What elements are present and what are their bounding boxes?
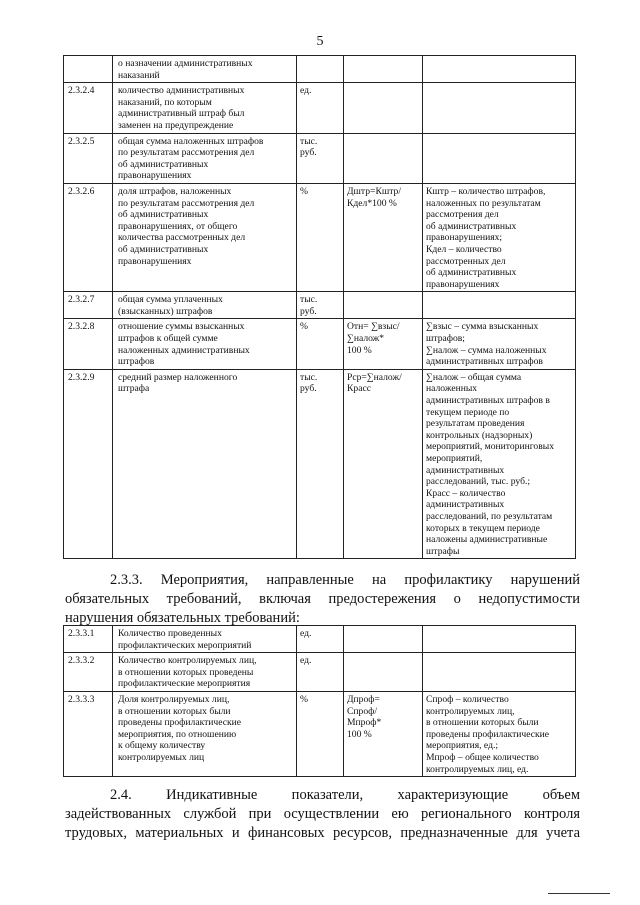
- indicator-name-line: Доля контролируемых лиц,: [118, 693, 230, 705]
- indicator-name-line: Количество проведенных: [118, 628, 222, 639]
- unit-of-measure-line: %: [300, 693, 308, 705]
- formula-description-line: Мпроф – общее количество: [426, 751, 539, 763]
- formula-description-cell: [423, 56, 576, 83]
- indicator-name-line: проведены профилактические: [118, 717, 242, 729]
- unit-of-measure-line: %: [300, 185, 308, 197]
- indicator-name-cell: [113, 626, 297, 653]
- indicator-name-cell: [113, 292, 297, 319]
- indicator-name-line: об административных: [118, 243, 209, 255]
- indicator-name-line: заменен на предупреждение: [118, 119, 234, 131]
- unit-of-measure-line: руб.: [300, 147, 317, 159]
- indicator-name-line: штрафа: [118, 383, 150, 395]
- formula-description-line: в отношении которых были: [426, 717, 539, 729]
- table-row: [64, 56, 576, 83]
- indicator-name-line: (взысканных) штрафов: [118, 305, 213, 317]
- unit-of-measure-line: руб.: [300, 305, 317, 317]
- calculation-formula-cell: [344, 626, 423, 653]
- formula-description-line: мероприятий,: [426, 453, 483, 464]
- formula-description-line: мероприятий, мониторинговых: [426, 441, 554, 453]
- indicator-name-line: наложенных административных: [118, 344, 250, 356]
- formula-description-line: расследований, по результатам: [426, 510, 553, 522]
- indicator-name-line: об административных: [118, 209, 209, 221]
- formula-description-line: мероприятия, ед.;: [426, 740, 499, 752]
- calculation-formula-cell: [344, 369, 423, 559]
- indicator-name-cell: [113, 133, 297, 183]
- unit-of-measure-cell: [297, 691, 344, 776]
- formula-description-line: административных: [426, 499, 505, 511]
- formula-description-line: правонарушениях: [426, 278, 500, 290]
- row-code: 2.3.2.5: [68, 135, 95, 147]
- table-row: [64, 183, 576, 291]
- formula-description-line: Кдел – количество: [426, 243, 502, 255]
- table-row: [64, 292, 576, 319]
- formula-description-line: контролируемых лиц, ед.: [426, 763, 529, 775]
- calculation-formula-cell: [344, 653, 423, 692]
- formula-description-line: административных штрафов в: [426, 395, 550, 407]
- formula-description-line: рассмотренных дел: [426, 255, 506, 267]
- unit-of-measure-cell: [297, 626, 344, 653]
- formula-description-cell: [423, 653, 576, 692]
- unit-of-measure-line: ед.: [300, 655, 312, 667]
- formula-description-line: наложенных по результатам: [426, 197, 541, 209]
- formula-description-cell: [423, 183, 576, 291]
- calculation-formula-cell: [344, 292, 423, 319]
- unit-of-measure-cell: [297, 653, 344, 692]
- formula-description-line: Красс – количество: [426, 487, 506, 499]
- unit-of-measure-line: ед.: [300, 628, 312, 639]
- indicator-name-line: общая сумма уплаченных: [118, 294, 223, 306]
- indicator-name-line: об административных: [118, 158, 209, 170]
- formula-description-cell: [423, 319, 576, 369]
- indicator-name-line: общая сумма наложенных штрафов: [118, 135, 264, 147]
- row-code-cell: [64, 83, 113, 133]
- calculation-formula-line: 100 %: [347, 344, 372, 356]
- row-code-cell: [64, 369, 113, 559]
- indicator-name-line: наказаний, по которым: [118, 96, 212, 108]
- paragraph-line: трудовых, материальных и финансовых ресурсов, предназначенные для учета: [65, 825, 580, 841]
- calculation-formula-cell: [344, 691, 423, 776]
- row-code: 2.3.2.4: [68, 85, 95, 97]
- formula-description-line: ∑налож – сумма наложенных: [426, 344, 547, 356]
- row-code-cell: [64, 653, 113, 692]
- indicator-name-line: о назначении административных: [118, 58, 253, 69]
- calculation-formula-line: ∑налож*: [347, 333, 385, 345]
- formula-description-line: контрольных (надзорных): [426, 429, 533, 441]
- indicator-name-cell: [113, 56, 297, 83]
- paragraph-line: задействованных службой при осуществлении ею регионального контроля: [65, 806, 580, 822]
- calculation-formula-cell: [344, 183, 423, 291]
- row-code: 2.3.2.8: [68, 321, 95, 333]
- formula-description-line: об административных: [426, 220, 517, 232]
- formula-description-line: расследований, тыс. руб.;: [426, 476, 531, 488]
- indicator-name-line: наказаний: [118, 69, 160, 81]
- calculation-formula-cell: [344, 319, 423, 369]
- formula-description-cell: [423, 292, 576, 319]
- formula-description-line: штрафов;: [426, 333, 465, 345]
- indicator-name-line: количество административных: [118, 85, 245, 97]
- indicator-name-line: отношение суммы взысканных: [118, 321, 245, 333]
- calculation-formula-line: Спроф/: [347, 705, 378, 717]
- calculation-formula-line: Дпроф=: [347, 693, 380, 705]
- calculation-formula-line: Мпроф*: [347, 717, 382, 729]
- paragraph-line: обязательных требований, включая предостережения о недопустимости: [65, 591, 580, 607]
- formula-description-line: об административных: [426, 267, 517, 279]
- indicator-name-cell: [113, 369, 297, 559]
- formula-description-line: которых в текущем периоде: [426, 522, 540, 534]
- formula-description-line: правонарушениях;: [426, 232, 503, 244]
- indicator-name-line: штрафов к общей сумме: [118, 333, 218, 345]
- row-code-cell: [64, 133, 113, 183]
- formula-description-line: административных штрафов: [426, 356, 543, 368]
- row-code-cell: [64, 319, 113, 369]
- unit-of-measure-cell: [297, 292, 344, 319]
- indicator-name-cell: [113, 183, 297, 291]
- indicator-name-line: контролируемых лиц: [118, 751, 205, 763]
- row-code: 2.3.2.6: [68, 185, 95, 197]
- formula-description-cell: [423, 626, 576, 653]
- formula-description-line: штрафы: [426, 545, 460, 557]
- table-row: [64, 626, 576, 653]
- unit-of-measure-cell: [297, 319, 344, 369]
- calculation-formula-line: 100 %: [347, 728, 372, 740]
- row-code-cell: [64, 56, 113, 83]
- indicator-name-cell: [113, 653, 297, 692]
- indicator-name-line: к общему количеству: [118, 740, 206, 752]
- formula-description-line: Спроф – количество: [426, 693, 509, 705]
- paragraph-line: 2.3.3. Мероприятия, направленные на профилактику нарушений: [110, 572, 580, 588]
- indicator-name-line: средний размер наложенного: [118, 371, 238, 383]
- indicator-name-cell: [113, 319, 297, 369]
- calculation-formula-line: Красс: [347, 383, 371, 395]
- indicator-name-line: штрафов: [118, 356, 155, 368]
- row-code: 2.3.3.3: [68, 693, 95, 705]
- formula-description-line: проведены профилактические: [426, 728, 550, 740]
- formula-description-cell: [423, 691, 576, 776]
- unit-of-measure-cell: [297, 133, 344, 183]
- indicator-name-cell: [113, 83, 297, 133]
- indicator-name-line: по результатам рассмотрения дел: [118, 147, 255, 159]
- formula-description-line: наложенных: [426, 383, 478, 395]
- paragraph-line: 2.4. Индикативные показатели, характеризующие объем: [110, 787, 580, 803]
- table-row: [64, 133, 576, 183]
- row-code: 2.3.3.1: [68, 628, 95, 639]
- indicator-name-line: Количество контролируемых лиц,: [118, 655, 257, 667]
- calculation-formula-line: Дштр=Кштр/: [347, 185, 402, 197]
- table-row: [64, 83, 576, 133]
- indicator-name-line: по результатам рассмотрения дел: [118, 197, 255, 209]
- formula-description-line: административных: [426, 464, 505, 476]
- row-code-cell: [64, 183, 113, 291]
- indicator-name-line: мероприятия, по отношению: [118, 728, 237, 740]
- page-number: 5: [316, 34, 324, 49]
- unit-of-measure-cell: [297, 369, 344, 559]
- calculation-formula-line: Отн= ∑взыс/: [347, 321, 400, 333]
- unit-of-measure-line: %: [300, 321, 308, 333]
- indicator-name-line: профилактические мероприятия: [118, 678, 251, 690]
- calculation-formula-cell: [344, 133, 423, 183]
- footer-rule: [548, 893, 610, 894]
- formula-description-line: ∑налож – общая сумма: [426, 371, 522, 383]
- section-2-4-paragraph: [65, 786, 580, 843]
- indicator-name-line: правонарушениях: [118, 255, 192, 267]
- indicator-name-cell: [113, 691, 297, 776]
- calculation-formula-line: Рср=∑налож/: [347, 371, 402, 383]
- unit-of-measure-cell: [297, 56, 344, 83]
- calculation-formula-line: Кдел*100 %: [347, 197, 397, 209]
- unit-of-measure-line: тыс.: [300, 294, 318, 306]
- row-code-cell: [64, 691, 113, 776]
- indicator-name-line: в отношении которых проведены: [118, 666, 254, 678]
- row-code: 2.3.3.2: [68, 655, 95, 667]
- calculation-formula-cell: [344, 83, 423, 133]
- row-code: 2.3.2.7: [68, 294, 95, 306]
- formula-description-line: контролируемых лиц,: [426, 705, 515, 717]
- unit-of-measure-line: тыс.: [300, 371, 318, 383]
- indicator-name-line: профилактических мероприятий: [118, 639, 252, 651]
- unit-of-measure-cell: [297, 183, 344, 291]
- unit-of-measure-cell: [297, 83, 344, 133]
- indicator-name-line: административный штраф был: [118, 108, 245, 120]
- calculation-formula-cell: [344, 56, 423, 83]
- indicator-name-line: количества рассмотренных дел: [118, 232, 246, 244]
- formula-description-line: ∑взыс – сумма взысканных: [426, 321, 539, 333]
- unit-of-measure-line: руб.: [300, 383, 317, 395]
- indicator-name-line: правонарушениях: [118, 170, 192, 182]
- paragraph-line: нарушения обязательных требований:: [65, 610, 300, 626]
- unit-of-measure-line: ед.: [300, 85, 312, 97]
- formula-description-cell: [423, 133, 576, 183]
- indicators-table-fines: [63, 55, 576, 559]
- indicator-name-line: доля штрафов, наложенных: [118, 185, 232, 197]
- row-code: 2.3.2.9: [68, 371, 95, 383]
- table-row: [64, 319, 576, 369]
- table-row: [64, 691, 576, 776]
- indicators-table-prevention: [63, 625, 576, 777]
- section-2-3-3-paragraph: [65, 571, 580, 628]
- formula-description-line: текущем периоде по: [426, 406, 510, 418]
- table-row: [64, 369, 576, 559]
- formula-description-line: Кштр – количество штрафов,: [426, 185, 546, 197]
- row-code-cell: [64, 626, 113, 653]
- formula-description-line: рассмотрения дел: [426, 209, 499, 221]
- unit-of-measure-line: тыс.: [300, 135, 318, 147]
- indicator-name-line: в отношении которых были: [118, 705, 231, 717]
- row-code-cell: [64, 292, 113, 319]
- table-row: [64, 653, 576, 692]
- formula-description-cell: [423, 369, 576, 559]
- formula-description-line: наложены административные: [426, 534, 548, 546]
- indicator-name-line: правонарушениях, от общего: [118, 220, 238, 232]
- formula-description-line: результатам проведения: [426, 418, 525, 430]
- formula-description-cell: [423, 83, 576, 133]
